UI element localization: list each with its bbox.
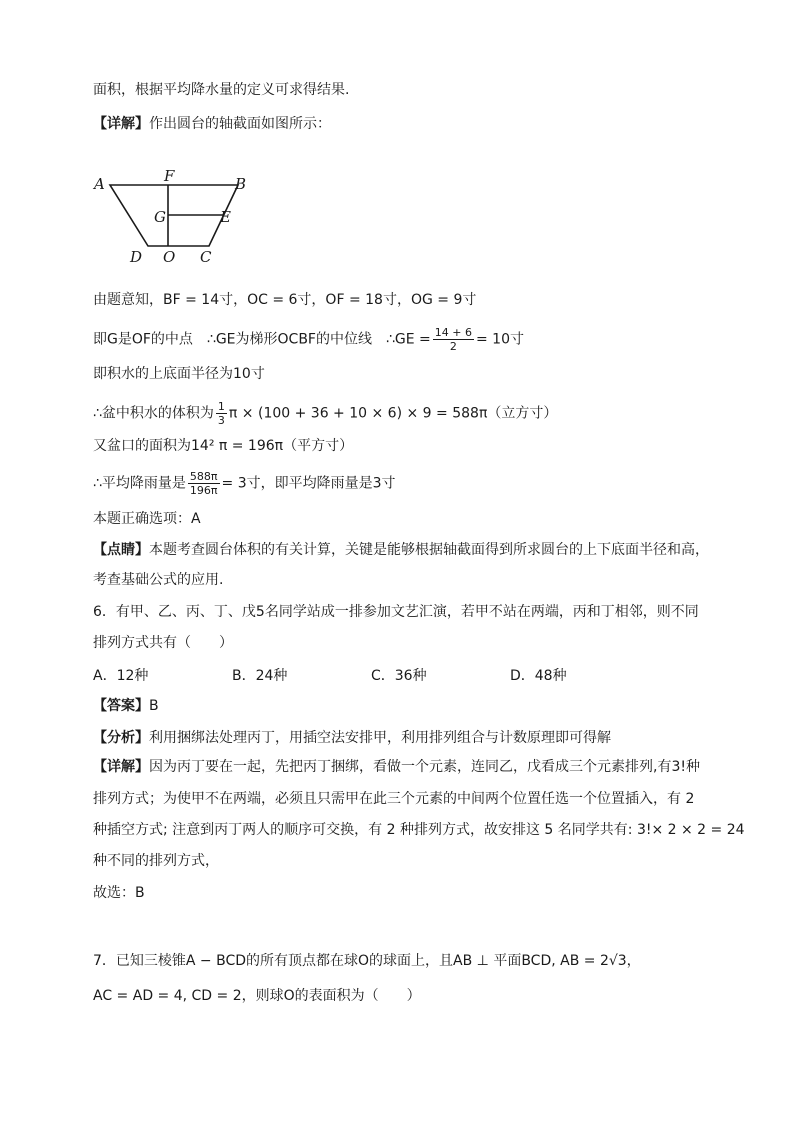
question-7-line-1: 7．已知三棱锥A − BCD的所有顶点都在球O的球面上，且AB ⊥ 平面BCD, AB = 2√3， — [93, 953, 641, 969]
option-d: D．48种 — [510, 668, 567, 684]
text-line-fraction — [93, 326, 524, 353]
detail-line: 种插空方式; 注意到丙丁两人的顺序可交换，有 2 种排列方式，故安排这 5 名同学共有: 3!× 2 × 2 = 24 — [93, 822, 745, 838]
detail-line: 排列方式；为使甲不在两端，必须且只需甲在此三个元素的中间两个位置任选一个位置插入，有 2 — [93, 791, 695, 807]
text-segment: ∴盆中积水的体积为 — [93, 405, 214, 422]
tip-tag: 【点睛】 — [93, 542, 149, 558]
detail-line: 故选：B — [93, 885, 145, 901]
text-line: 又盆口的面积为14² π = 196π（平方寸） — [93, 438, 354, 454]
option-a: A．12种 — [93, 668, 149, 684]
text-segment: = 3寸，即平均降雨量是3寸 — [221, 475, 396, 492]
detail-tag: 【详解】 — [93, 759, 149, 775]
text-line: 面积，根据平均降水量的定义可求得结果. — [93, 82, 350, 98]
question-6-line-1: 6．有甲、乙、丙、丁、戊5名同学站成一排参加文艺汇演，若甲不站在两端，丙和丁相邻，则不同 — [93, 604, 699, 620]
analysis-tag: 【分析】 — [93, 730, 149, 746]
analysis-text: 利用捆绑法处理丙丁，用插空法安排甲，利用排列组合与计数原理即可得解 — [149, 730, 611, 746]
fraction-numerator: 1 — [217, 400, 225, 413]
tip-line — [93, 540, 709, 560]
question-6-line-2: 排列方式共有（ ） — [93, 635, 233, 651]
question-7-line-2: AC = AD = 4, CD = 2，则球O的表面积为（ ） — [93, 988, 421, 1004]
label-a: A — [94, 175, 105, 193]
trapezoid-figure — [88, 162, 268, 272]
answer-line — [93, 696, 159, 716]
text-line: 本题正确选项：A — [93, 511, 201, 527]
fraction-denominator: 2 — [449, 340, 457, 353]
label-e: E — [220, 208, 231, 226]
detail-line: 种不同的排列方式， — [93, 853, 219, 869]
detail-heading-line — [93, 114, 331, 134]
detail-tag: 【详解】 — [93, 116, 149, 132]
fraction — [433, 326, 474, 353]
label-o: O — [163, 248, 176, 266]
answer-text: B — [149, 698, 159, 714]
label-b: B — [235, 175, 247, 193]
fraction — [188, 470, 220, 497]
fraction-numerator: 588π — [189, 470, 218, 483]
text-line: 由题意知，BF = 14寸，OC = 6寸，OF = 18寸，OG = 9寸 — [93, 292, 477, 308]
fraction-denominator: 3 — [217, 414, 225, 427]
label-c: C — [200, 248, 212, 266]
detail-text: 作出圆台的轴截面如图所示： — [149, 116, 331, 132]
text-segment: ∴平均降雨量是 — [93, 475, 186, 492]
text-line: 考查基础公式的应用. — [93, 572, 224, 588]
text-segment: π × (100 + 36 + 10 × 6) × 9 = 588π（立方寸） — [228, 405, 558, 422]
fraction-numerator: 14 + 6 — [434, 326, 472, 339]
detail-line — [93, 757, 700, 777]
text-segment: = 10寸 — [475, 331, 524, 348]
label-g: G — [154, 208, 166, 226]
text-line-fraction — [93, 400, 557, 427]
text-line-fraction — [93, 470, 396, 497]
text-segment: 即G是OF的中点 ∴GE为梯形OCBF的中位线 ∴GE = — [93, 331, 431, 348]
option-b: B．24种 — [232, 668, 288, 684]
tip-text: 本题考查圆台体积的有关计算，关键是能够根据轴截面得到所求圆台的上下底面半径和高， — [149, 542, 709, 558]
label-f: F — [164, 167, 175, 185]
fraction-denominator: 196π — [189, 484, 218, 497]
answer-tag: 【答案】 — [93, 698, 149, 714]
fraction — [216, 400, 227, 427]
option-c: C．36种 — [371, 668, 427, 684]
analysis-line — [93, 728, 611, 748]
detail-text: 因为丙丁要在一起，先把丙丁捆绑，看做一个元素，连同乙，戊看成三个元素排列,有3!种 — [149, 759, 700, 775]
label-d: D — [130, 248, 143, 266]
text-line: 即积水的上底面半径为10寸 — [93, 366, 265, 382]
